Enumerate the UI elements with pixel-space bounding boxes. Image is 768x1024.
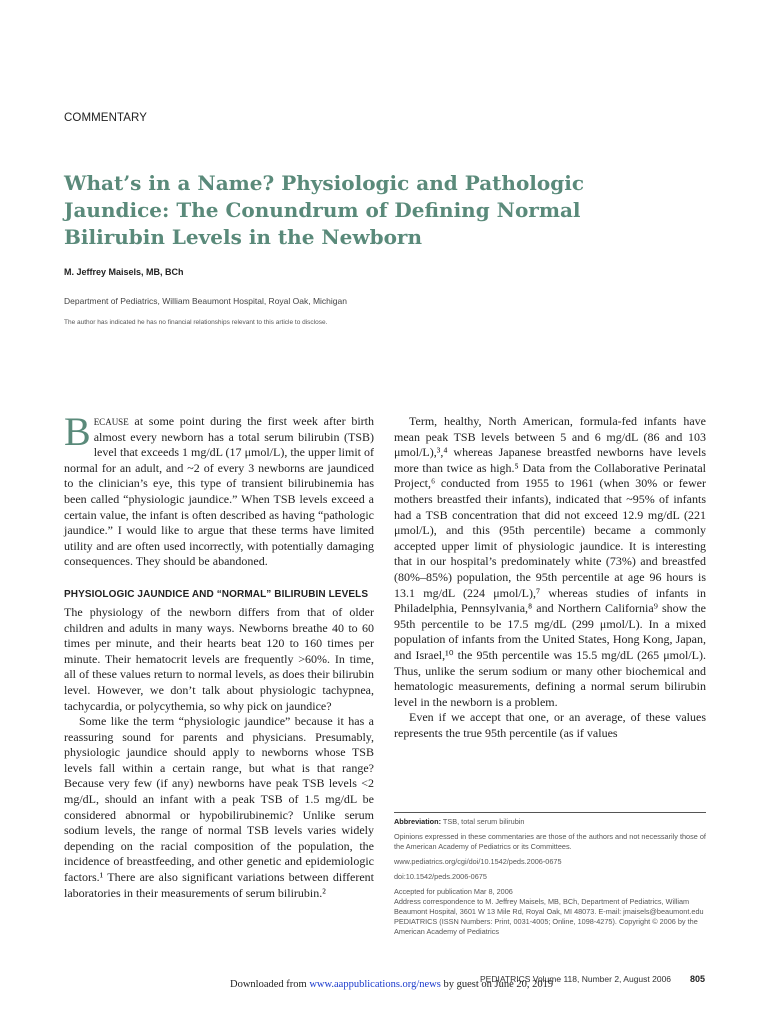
page-number: 805 <box>690 974 706 984</box>
accepted-note: Accepted for publication Mar 8, 2006 <box>394 887 513 896</box>
doi-note: doi:10.1542/peds.2006-0675 <box>394 872 487 881</box>
download-prefix: Downloaded from <box>230 979 310 990</box>
download-notice <box>230 979 553 990</box>
footnotes-block <box>394 812 706 937</box>
author-line: M. Jeffrey Maisels, MB, BCh <box>64 267 184 277</box>
section-label: COMMENTARY <box>64 112 147 124</box>
journal-footer: PEDIATRICS Volume 118, Number 2, August 2006 <box>480 974 672 984</box>
abbreviation-label: Abbreviation: <box>394 817 442 826</box>
lead-smallcaps: ecause <box>93 414 129 428</box>
affiliation: Department of Pediatrics, William Beaumont Hospital, Royal Oak, Michigan <box>64 296 347 306</box>
body-column-right <box>394 414 706 741</box>
section-heading: PHYSIOLOGIC JAUNDICE AND “NORMAL” BILIRUBIN LEVELS <box>64 588 369 600</box>
disclosure-statement: The author has indicated he has no financial relationships relevant to this article to disclose. <box>64 319 328 326</box>
article-url[interactable]: www.pediatrics.org/cgi/doi/10.1542/peds.2006-0675 <box>394 857 562 866</box>
paragraph-tsb-levels: Term, healthy, North American, formula-fed infants have mean peak TSB levels between 5 and 6 mg/dL (86 and 103 μmol/L),³,⁴ whereas Japanese breastfed newborns have levels more than twice as high.⁵ Data from the Collaborative Perinatal Project,⁶ conducted from 1955 to 1961 (when 30% or fewer mothers breastfed their infants), indicated that ~95% of infants had a TSB concentration that did not exceed 12.9 mg/dL (221 μmol/L), and this (95th percentile) became a commonly accepted upper limit of physiologic jaundice. It is interesting that in our hospital’s predominately white (73%) and breastfed (80%–85%) population, the 95th percentile at age 96 hours is 13.1 mg/dL (224 μmol/L),⁷ whereas studies of infants in Philadelphia, Pennsylvania,⁸ and Northern California⁹ show the 95th percentile to be 17.5 mg/dL (299 μmol/L). In a mixed population of infants from the United States, Hong Kong, Japan, and Israel,¹⁰ the 95th percentile was 15.5 mg/dL (265 μmol/L). Thus, unlike the serum sodium or many other biochemical and hematologic measurements, defining a normal serum bilirubin level in the newborn is a problem. <box>394 414 706 709</box>
opinion-note: Opinions expressed in these commentaries are those of the authors and not necessarily those of the American Academy of Pediatrics or its Committees. <box>394 832 706 851</box>
body-column-left <box>64 409 374 901</box>
article-title: What’s in a Name? Physiologic and Pathologic Jaundice: The Conundrum of Defining Normal Bilirubin Levels in the Newborn <box>64 171 584 249</box>
paragraph-physiology: The physiology of the newborn differs from that of older children and adults in many ways. Newborns breathe 40 to 60 times per minute, and their hearts beat 120 to 160 times per minute. Their hematocrit levels are frequently >60%. In time, all of these values return to normal levels, as does their bilirubin level. However, we don’t talk about physiologic tachypnea, tachycardia, or polycythemia, so why pick on jaundice? <box>64 604 374 713</box>
intro-text: at some point during the first week after birth almost every newborn has a total serum bilirubin (TSB) level that exceeds 1 mg/dL (17 μmol/L), the upper limit of normal for an adult, and ~2 of every 3 newborns are jaundiced to the clinician’s eye, this type of transient bilirubinemia has been called “physiologic jaundice.” When TSB levels exceed a certain value, the infant is often described as having “pathologic jaundice.” I would like to argue that these terms have limited utility and are often used incorrectly, with potentially damaging consequences. They should be abandoned. <box>64 414 374 569</box>
paragraph-intro <box>64 409 374 570</box>
abbreviation-note <box>394 817 706 827</box>
paragraph-percentile: Even if we accept that one, or an average, of these values represents the true 95th percentile (as if values <box>394 710 706 740</box>
drop-cap: B <box>64 409 91 454</box>
paragraph-reassuring: Some like the term “physiologic jaundice” because it has a reassuring sound for parents and physicians. Presumably, physiologic jaundice should apply to newborns whose TSB levels fall within a certain range, but what is that range? Because very few (if any) newborns have peak TSB levels <2 mg/dL, should an infant with a peak TSB of 1.5 mg/dL be considered abnormal or hypobilirubinemic? Unlike serum sodium levels, the range of normal TSB levels varies widely depending on the racial composition of the population, the incidence of breastfeeding, and other genetic and epidemiologic factors.¹ There are also significant variations between different laboratories in their measurements of serum bilirubin.² <box>64 714 374 900</box>
download-suffix: by guest on June 20, 2019 <box>440 979 554 990</box>
issn-note: PEDIATRICS (ISSN Numbers: Print, 0031-4005; Online, 1098-4275). Copyright © 2006 by the American Academy of Pediatrics <box>394 917 698 936</box>
abbreviation-text: TSB, total serum bilirubin <box>441 817 525 826</box>
address-note: Address correspondence to M. Jeffrey Maisels, MB, BCh, Department of Pediatrics, William Beaumont Hospital, 3601 W 13 Mile Rd, Royal Oak, MI 48073. E-mail: jmaisels@beaumont.edu <box>394 897 704 916</box>
download-link[interactable]: www.aappublications.org/news <box>309 979 441 990</box>
